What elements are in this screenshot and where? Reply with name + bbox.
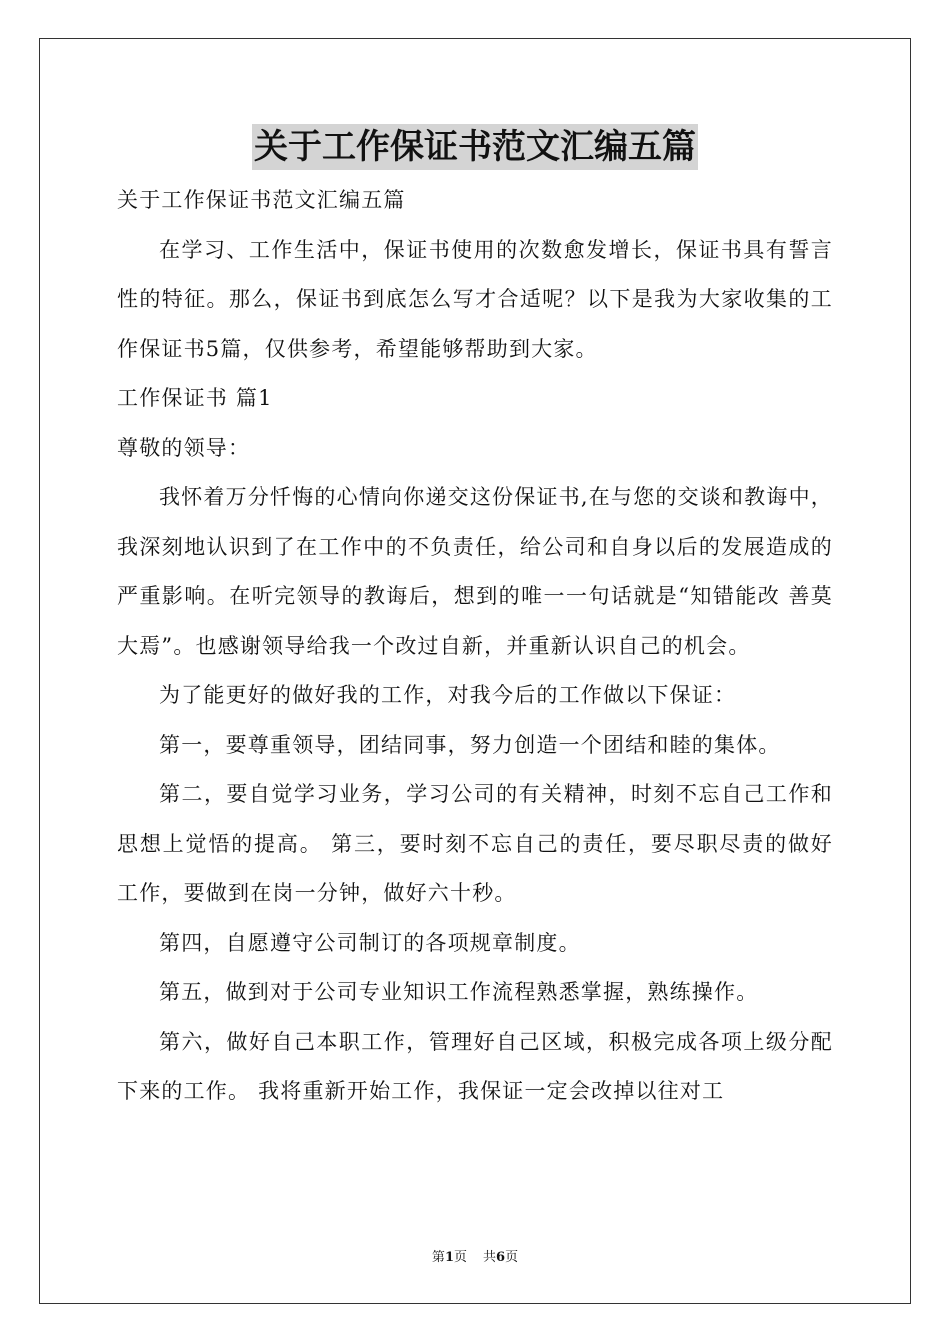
paragraph: 第六，做好自己本职工作，管理好自己区域，积极完成各项上级分配下来的工作。 我将重新开始工作，我保证一定会改掉以往对工	[117, 1029, 833, 1103]
paragraph: 关于工作保证书范文汇编五篇	[117, 188, 406, 212]
paragraph: 第四，自愿遵守公司制订的各项规章制度。	[159, 930, 581, 955]
paragraph: 在学习、工作生活中，保证书使用的次数愈发增长，保证书具有誓言性的特征。那么，保证书到底怎么写才合适呢？以下是我为大家收集的工作保证书5篇，仅供参考，希望能够帮助到大家。	[117, 237, 833, 361]
document-body	[117, 176, 833, 1117]
paragraph: 第五，做到对于公司专业知识工作流程熟悉掌握，熟练操作。	[159, 980, 759, 1004]
footer-page-unit: 页	[453, 1250, 467, 1265]
paragraph: 为了能更好的做好我的工作，对我今后的工作做以下保证：	[159, 683, 737, 707]
page-footer	[0, 1246, 950, 1265]
footer-page-total: 6	[496, 1250, 506, 1265]
paragraph: 我怀着万分忏悔的心情向你递交这份保证书,在与您的交谈和教诲中，我深刻地认识到了在工作中的不负责任，给公司和自身以后的发展造成的严重影响。在听完领导的教诲后，想到的唯一一句话就是“知错能改 善莫大焉”。也感谢领导给我一个改过自新，并重新认识自己的机会。	[117, 485, 833, 658]
footer-page-current: 1	[444, 1250, 454, 1265]
paragraph: 第二，要自觉学习业务，学习公司的有关精神，时刻不忘自己工作和思想上觉悟的提高。 第三，要时刻不忘自己的责任，要尽职尽责的做好工作，要做到在岗一分钟，做好六十秒。	[117, 782, 833, 905]
document-title: 关于工作保证书范文汇编五篇	[252, 124, 698, 170]
footer-page-prefix: 第	[431, 1250, 445, 1265]
paragraph: 尊敬的领导：	[117, 435, 251, 460]
footer-total-unit: 页	[505, 1250, 519, 1265]
footer-total-prefix: 共	[483, 1250, 497, 1265]
title-area	[0, 124, 950, 170]
paragraph: 工作保证书 篇1	[117, 386, 273, 410]
paragraph: 第一，要尊重领导，团结同事，努力创造一个团结和睦的集体。	[159, 732, 781, 757]
